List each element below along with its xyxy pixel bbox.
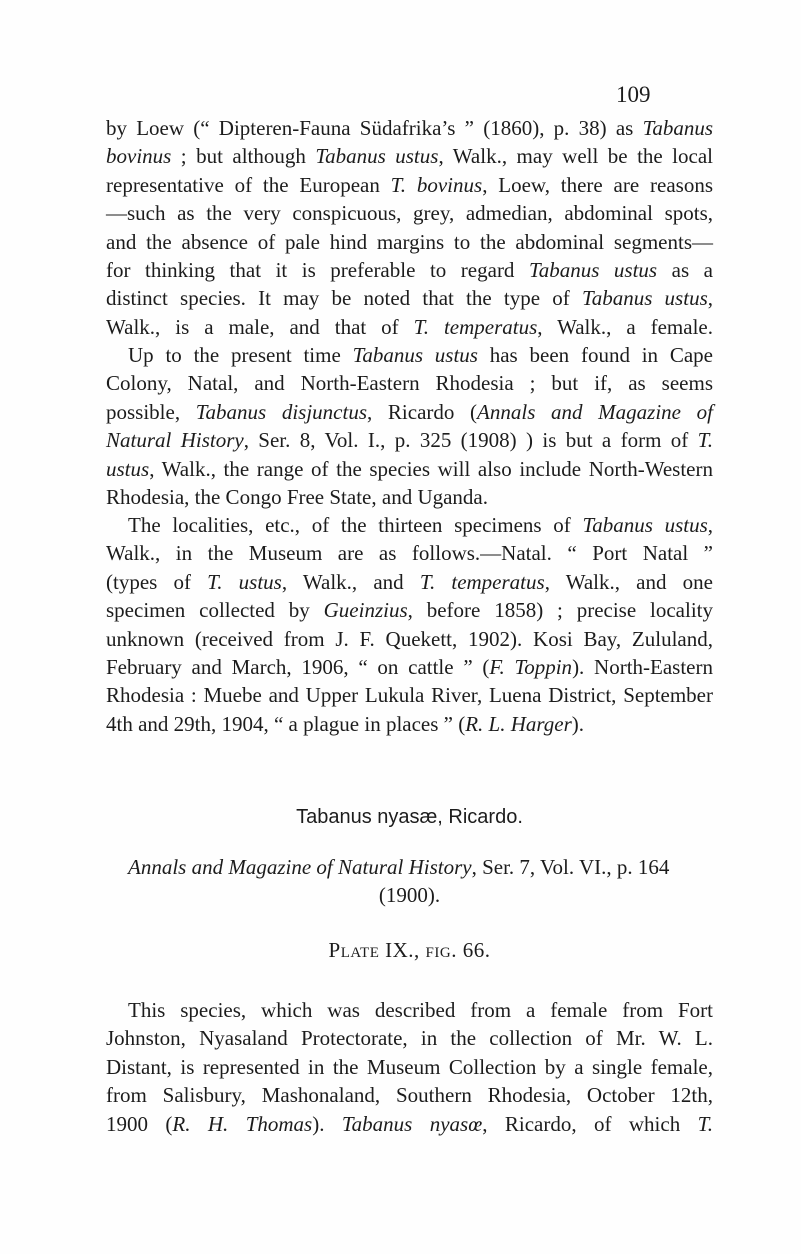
reference-line-2: (1900).: [378, 883, 441, 908]
paragraph-4: [106, 996, 713, 1138]
text-line: February and March, 1906, “ on cattle ” (F. Toppin). North-Eastern: [106, 654, 713, 679]
text-line: from Salisbury, Mashonaland, Southern Rhodesia, October 12th,: [106, 1083, 713, 1108]
text-line: for thinking that it is preferable to regard Tabanus ustus as a: [106, 257, 713, 282]
text-line: This species, which was described from a female from Fort: [128, 998, 713, 1022]
text-line: Johnston, Nyasaland Protectorate, in the collection of Mr. W. L.: [106, 1026, 713, 1051]
text-line: (types of T. ustus, Walk., and T. temperatus, Walk., and one: [106, 569, 713, 594]
plate-reference: Plate IX., fig. 66.: [328, 938, 491, 962]
text-line: 1900 (R. H. Thomas). Tabanus nyasœ, Ricardo, of which T.: [106, 1111, 713, 1136]
text-line: representative of the European T. bovinus, Loew, there are reasons: [106, 172, 713, 197]
paragraph-3: [106, 511, 713, 738]
text-line: Walk., in the Museum are as follows.—Natal. “ Port Natal ”: [106, 541, 713, 566]
species-heading: Tabanus nyasæ, Ricardo.: [296, 806, 523, 828]
paragraph-2: [106, 341, 713, 511]
text-line: by Loew (“ Dipteren-Fauna Südafrika’s ” (1860), p. 38) as Tabanus: [106, 116, 713, 140]
text-line: specimen collected by Gueinzius, before 1858) ; precise locality: [106, 598, 713, 623]
text-line: 4th and 29th, 1904, “ a plague in places ” (R. L. Harger).: [106, 711, 585, 736]
text-line: and the absence of pale hind margins to the abdominal segments—: [106, 229, 713, 254]
text-line: Rhodesia, the Congo Free State, and Uganda.: [106, 484, 488, 509]
text-line: Natural History, Ser. 8, Vol. I., p. 325 (1908) ) is but a form of T.: [106, 428, 713, 453]
text-line: unknown (received from J. F. Quekett, 1902). Kosi Bay, Zululand,: [106, 626, 713, 651]
reference-citation: [106, 853, 713, 910]
reference-line-1: Annals and Magazine of Natural History, Ser. 7, Vol. VI., p. 164: [128, 855, 670, 879]
text-line: Up to the present time Tabanus ustus has been found in Cape: [128, 343, 713, 367]
page-number: 109: [616, 82, 651, 107]
text-line: possible, Tabanus disjunctus, Ricardo (Annals and Magazine of: [106, 399, 713, 424]
text-line: Colony, Natal, and North-Eastern Rhodesia ; but if, as seems: [106, 371, 713, 396]
paragraph-1: [106, 114, 713, 341]
text-line: distinct species. It may be noted that the type of Tabanus ustus,: [106, 286, 713, 311]
text-line: —such as the very conspicuous, grey, admedian, abdominal spots,: [106, 201, 713, 226]
text-line: Distant, is represented in the Museum Collection by a single female,: [106, 1054, 713, 1079]
text-line: The localities, etc., of the thirteen specimens of Tabanus ustus,: [128, 513, 713, 537]
text-line: Walk., is a male, and that of T. temperatus, Walk., a female.: [106, 314, 713, 339]
text-line: ustus, Walk., the range of the species will also include North-Western: [106, 456, 713, 481]
text-line: bovinus ; but although Tabanus ustus, Walk., may well be the local: [106, 144, 713, 169]
text-line: Rhodesia : Muebe and Upper Lukula River, Luena District, September: [106, 683, 713, 708]
